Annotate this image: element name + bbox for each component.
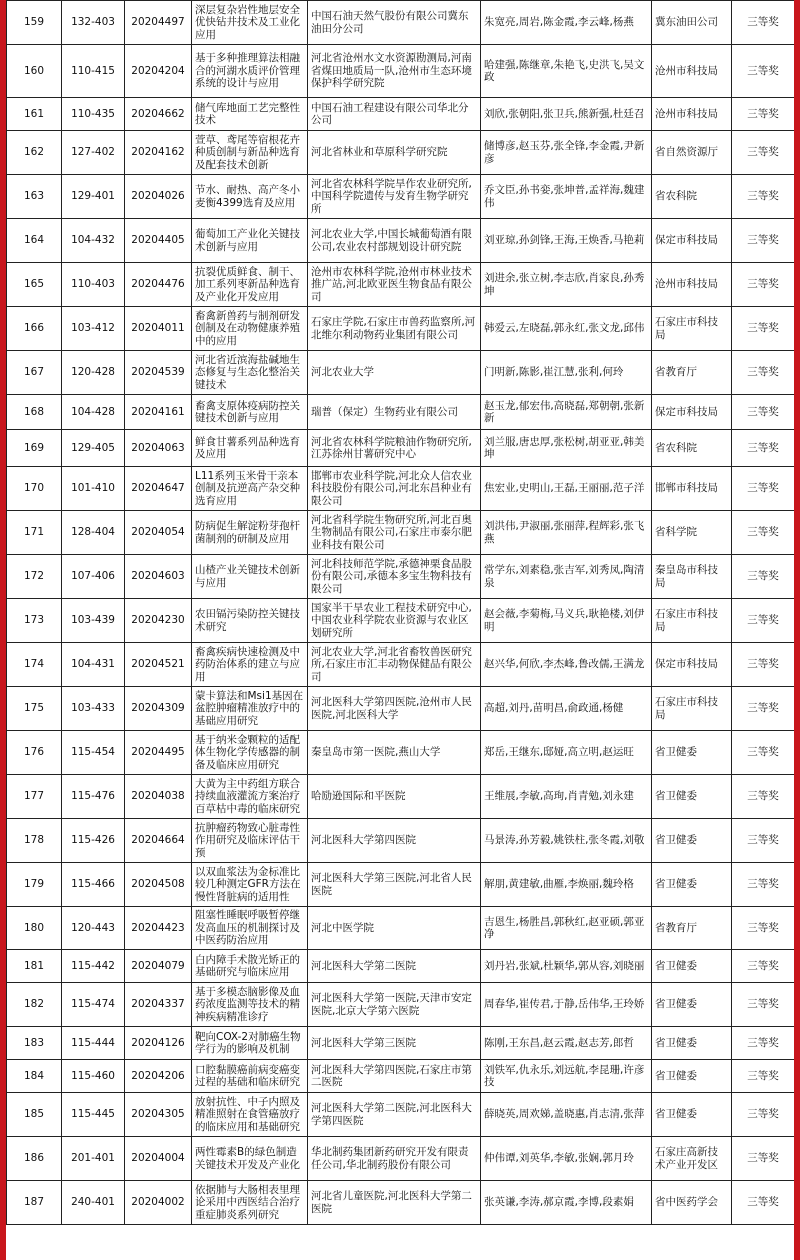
cell-group-code: 115-444 — [62, 1027, 125, 1060]
cell-row-number: 182 — [7, 983, 62, 1027]
cell-project-name: 白内障手术散光矫正的基础研究与临床应用 — [192, 950, 308, 983]
cell-project-name: 抗裂优质鲜食、制干、加工系列枣新品种选育及产业化开发应用 — [192, 263, 308, 307]
cell-project-name: 储气库地面工艺完整性技术 — [192, 98, 308, 131]
cell-row-number: 167 — [7, 351, 62, 395]
table-row — [7, 599, 795, 643]
cell-completing-unit: 河北医科大学第四医院 — [308, 819, 481, 863]
cell-project-name: 畜禽新兽药与制剂研发创制及在动物健康养殖中的应用 — [192, 307, 308, 351]
cell-project-id: 20204521 — [125, 643, 192, 687]
cell-group-code: 115-474 — [62, 983, 125, 1027]
cell-completing-unit: 河北医科大学第四医院,石家庄市第二医院 — [308, 1060, 481, 1093]
cell-group-code: 110-403 — [62, 263, 125, 307]
cell-completing-unit: 河北农业大学 — [308, 351, 481, 395]
cell-row-number: 169 — [7, 430, 62, 467]
cell-completing-people: 储博彦,赵玉芬,张全锋,李金霞,尹新彦 — [481, 131, 652, 175]
cell-group-code: 120-428 — [62, 351, 125, 395]
cell-nominating-unit: 冀东油田公司 — [652, 1, 732, 45]
cell-nominating-unit: 省教育厅 — [652, 907, 732, 950]
cell-row-number: 170 — [7, 467, 62, 511]
cell-completing-people: 刘铁军,仇永乐,刘远航,李昆珊,许彦技 — [481, 1060, 652, 1093]
cell-project-id: 20204011 — [125, 307, 192, 351]
cell-nominating-unit: 省自然资源厅 — [652, 131, 732, 175]
cell-row-number: 181 — [7, 950, 62, 983]
cell-award-level: 三等奖 — [732, 907, 795, 950]
table-row — [7, 98, 795, 131]
cell-nominating-unit: 保定市科技局 — [652, 395, 732, 430]
cell-completing-unit: 河北省科学院生物研究所,河北百奥生物制品有限公司,石家庄市泰尔肥业科技有限公司 — [308, 511, 481, 555]
cell-row-number: 166 — [7, 307, 62, 351]
cell-award-level: 三等奖 — [732, 263, 795, 307]
cell-completing-people: 王维展,李敏,高珣,肖青勉,刘永建 — [481, 775, 652, 819]
cell-group-code: 104-431 — [62, 643, 125, 687]
cell-row-number: 177 — [7, 775, 62, 819]
cell-completing-unit: 河北农业大学,中国长城葡萄酒有限公司,农业农村部规划设计研究院 — [308, 219, 481, 263]
cell-row-number: 160 — [7, 45, 62, 98]
cell-group-code: 115-454 — [62, 731, 125, 775]
cell-completing-people: 郑岳,王继东,邸娅,高立明,赵运旺 — [481, 731, 652, 775]
cell-award-level: 三等奖 — [732, 1060, 795, 1093]
cell-award-level: 三等奖 — [732, 131, 795, 175]
cell-row-number: 184 — [7, 1060, 62, 1093]
table-row — [7, 131, 795, 175]
cell-completing-people: 刘丹岩,张斌,杜颖华,郭从容,刘晓丽 — [481, 950, 652, 983]
table-row — [7, 307, 795, 351]
cell-completing-unit: 河北医科大学第一医院,天津市安定医院,北京大学第六医院 — [308, 983, 481, 1027]
cell-row-number: 183 — [7, 1027, 62, 1060]
cell-row-number: 171 — [7, 511, 62, 555]
cell-project-name: 葡萄加工产业化关键技术创新与应用 — [192, 219, 308, 263]
cell-completing-people: 刘兰服,唐忠厚,张松树,胡亚亚,韩美坤 — [481, 430, 652, 467]
cell-group-code: 115-466 — [62, 863, 125, 907]
cell-completing-people: 朱宽亮,周岩,陈金霞,李云峰,杨燕 — [481, 1, 652, 45]
cell-award-level: 三等奖 — [732, 307, 795, 351]
cell-project-id: 20204054 — [125, 511, 192, 555]
cell-group-code: 115-426 — [62, 819, 125, 863]
cell-row-number: 180 — [7, 907, 62, 950]
cell-completing-people: 解朋,黄建敏,曲雁,李焕丽,魏玲格 — [481, 863, 652, 907]
cell-completing-unit: 河北省儿童医院,河北医科大学第二医院 — [308, 1181, 481, 1225]
cell-project-name: 萱草、鸢尾等宿根花卉种质创制与新品种选育及配套技术创新 — [192, 131, 308, 175]
cell-completing-people: 哈建强,陈继章,朱艳飞,史洪飞,吴文政 — [481, 45, 652, 98]
cell-completing-people: 薛晓英,周欢娣,盖晓惠,肖志清,张萍 — [481, 1093, 652, 1137]
cell-award-level: 三等奖 — [732, 950, 795, 983]
cell-completing-unit: 河北医科大学第二医院,河北医科大学第四医院 — [308, 1093, 481, 1137]
cell-project-id: 20204004 — [125, 1137, 192, 1181]
cell-project-id: 20204337 — [125, 983, 192, 1027]
cell-group-code: 101-410 — [62, 467, 125, 511]
cell-project-id: 20204079 — [125, 950, 192, 983]
cell-project-name: 深层复杂岩性地层安全优快钻井技术及工业化应用 — [192, 1, 308, 45]
cell-nominating-unit: 省卫健委 — [652, 863, 732, 907]
cell-completing-unit: 华北制药集团新药研究开发有限责任公司,华北制药股份有限公司 — [308, 1137, 481, 1181]
cell-completing-people: 刘进余,张立树,李志欣,肖家良,孙秀坤 — [481, 263, 652, 307]
cell-award-level: 三等奖 — [732, 511, 795, 555]
cell-group-code: 107-406 — [62, 555, 125, 599]
cell-project-id: 20204038 — [125, 775, 192, 819]
cell-row-number: 187 — [7, 1181, 62, 1225]
cell-completing-people: 赵玉龙,郁宏伟,高晓磊,郑朝朝,张新新 — [481, 395, 652, 430]
cell-nominating-unit: 保定市科技局 — [652, 219, 732, 263]
cell-project-name: 畜禽疾病快速检测及中药防治体系的建立与应用 — [192, 643, 308, 687]
cell-group-code: 110-435 — [62, 98, 125, 131]
table-row — [7, 643, 795, 687]
cell-award-level: 三等奖 — [732, 775, 795, 819]
cell-completing-unit: 秦皇岛市第一医院,燕山大学 — [308, 731, 481, 775]
cell-row-number: 164 — [7, 219, 62, 263]
cell-project-id: 20204026 — [125, 175, 192, 219]
table-row — [7, 775, 795, 819]
cell-nominating-unit: 省卫健委 — [652, 1060, 732, 1093]
cell-award-level: 三等奖 — [732, 1, 795, 45]
cell-completing-unit: 河北科技师范学院,承德神栗食品股份有限公司,承德本多宝生物科技有限公司 — [308, 555, 481, 599]
cell-group-code: 103-439 — [62, 599, 125, 643]
cell-nominating-unit: 省卫健委 — [652, 950, 732, 983]
cell-project-name: 阻塞性睡眠呼吸暂停继发高血压的机制探讨及中医药防治应用 — [192, 907, 308, 950]
table-row — [7, 1093, 795, 1137]
cell-nominating-unit: 沧州市科技局 — [652, 98, 732, 131]
cell-project-id: 20204476 — [125, 263, 192, 307]
cell-project-name: 以双血浆法为金标准比较几种测定GFR方法在慢性肾脏病的适用性 — [192, 863, 308, 907]
cell-project-id: 20204603 — [125, 555, 192, 599]
table-row — [7, 219, 795, 263]
cell-completing-unit: 河北农业大学,河北省畜牧兽医研究所,石家庄市汇丰动物保健品有限公司 — [308, 643, 481, 687]
cell-project-id: 20204161 — [125, 395, 192, 430]
cell-completing-unit: 国家半干旱农业工程技术研究中心,中国农业科学院农业资源与农业区划研究所 — [308, 599, 481, 643]
cell-completing-people: 赵兴华,何欣,李杰峰,鲁改儒,王满龙 — [481, 643, 652, 687]
cell-completing-unit: 哈励逊国际和平医院 — [308, 775, 481, 819]
cell-project-id: 20204423 — [125, 907, 192, 950]
cell-project-id: 20204405 — [125, 219, 192, 263]
cell-project-name: 靶向COX-2对肺癌生物学行为的影响及机制 — [192, 1027, 308, 1060]
cell-row-number: 174 — [7, 643, 62, 687]
cell-group-code: 129-405 — [62, 430, 125, 467]
cell-award-level: 三等奖 — [732, 643, 795, 687]
cell-completing-unit: 河北医科大学第三医院,河北省人民医院 — [308, 863, 481, 907]
cell-completing-unit: 河北省农林科学院粮油作物研究所,江苏徐州甘薯研究中心 — [308, 430, 481, 467]
cell-award-level: 三等奖 — [732, 731, 795, 775]
cell-completing-unit: 瑞普（保定）生物药业有限公司 — [308, 395, 481, 430]
cell-award-level: 三等奖 — [732, 395, 795, 430]
cell-project-id: 20204664 — [125, 819, 192, 863]
cell-project-id: 20204647 — [125, 467, 192, 511]
cell-completing-unit: 邯郸市农业科学院,河北众人信农业科技股份有限公司,河北东昌种业有限公司 — [308, 467, 481, 511]
cell-award-level: 三等奖 — [732, 351, 795, 395]
cell-completing-people: 赵会薇,李菊梅,马义兵,耿艳楼,刘伊明 — [481, 599, 652, 643]
cell-award-level: 三等奖 — [732, 98, 795, 131]
cell-project-id: 20204305 — [125, 1093, 192, 1137]
cell-project-id: 20204126 — [125, 1027, 192, 1060]
cell-award-level: 三等奖 — [732, 1181, 795, 1225]
cell-completing-people: 乔文臣,孙书娈,张坤普,孟祥海,魏建伟 — [481, 175, 652, 219]
cell-nominating-unit: 沧州市科技局 — [652, 45, 732, 98]
cell-completing-people: 刘亚琼,孙剑锋,王海,王焕香,马艳莉 — [481, 219, 652, 263]
cell-project-id: 20204662 — [125, 98, 192, 131]
table-row — [7, 511, 795, 555]
cell-nominating-unit: 秦皇岛市科技局 — [652, 555, 732, 599]
cell-project-name: 放射抗性、中子内照及精准照射在食管癌放疗的临床应用和基础研究 — [192, 1093, 308, 1137]
cell-nominating-unit: 省卫健委 — [652, 983, 732, 1027]
cell-project-name: 基于多种推理算法相融合的河湖水质评价管理系统的设计与应用 — [192, 45, 308, 98]
cell-project-name: 畜禽支原体疫病防控关键技术创新与应用 — [192, 395, 308, 430]
table-row — [7, 263, 795, 307]
cell-row-number: 178 — [7, 819, 62, 863]
cell-row-number: 168 — [7, 395, 62, 430]
cell-group-code: 104-432 — [62, 219, 125, 263]
cell-group-code: 129-401 — [62, 175, 125, 219]
cell-award-level: 三等奖 — [732, 687, 795, 731]
cell-award-level: 三等奖 — [732, 1093, 795, 1137]
cell-project-id: 20204162 — [125, 131, 192, 175]
cell-completing-people: 刘洪伟,尹淑丽,张丽萍,程辉彩,张飞燕 — [481, 511, 652, 555]
cell-row-number: 185 — [7, 1093, 62, 1137]
cell-project-name: 基于纳米金颗粒的适配体生物化学传感器的制备及临床应用研究 — [192, 731, 308, 775]
cell-nominating-unit: 省农科院 — [652, 175, 732, 219]
cell-project-id: 20204230 — [125, 599, 192, 643]
cell-project-name: 节水、耐热、高产冬小麦衡4399选育及应用 — [192, 175, 308, 219]
cell-row-number: 176 — [7, 731, 62, 775]
cell-completing-unit: 河北医科大学第四医院,沧州市人民医院,河北医科大学 — [308, 687, 481, 731]
cell-group-code: 240-401 — [62, 1181, 125, 1225]
cell-row-number: 179 — [7, 863, 62, 907]
cell-project-name: 两性霉素B的绿色制造关键技术开发及产业化 — [192, 1137, 308, 1181]
cell-row-number: 186 — [7, 1137, 62, 1181]
table-row — [7, 819, 795, 863]
cell-project-name: 大黄为主中药组方联合持续血液灌流方案治疗百草枯中毒的临床研究 — [192, 775, 308, 819]
table-row — [7, 731, 795, 775]
cell-row-number: 165 — [7, 263, 62, 307]
cell-completing-people: 马景涛,孙芳毅,姚铁柱,张冬霞,刘敬 — [481, 819, 652, 863]
cell-nominating-unit: 石家庄市科技局 — [652, 687, 732, 731]
cell-group-code: 110-415 — [62, 45, 125, 98]
cell-completing-unit: 河北省林业和草原科学研究院 — [308, 131, 481, 175]
table-row — [7, 950, 795, 983]
cell-group-code: 132-403 — [62, 1, 125, 45]
cell-project-id: 20204495 — [125, 731, 192, 775]
cell-completing-people: 焦宏业,史明山,王磊,王丽丽,范子洋 — [481, 467, 652, 511]
table-row — [7, 175, 795, 219]
cell-project-id: 20204508 — [125, 863, 192, 907]
cell-project-name: L11系列玉米骨干亲本创制及抗逆高产杂交种选育应用 — [192, 467, 308, 511]
cell-project-id: 20204204 — [125, 45, 192, 98]
cell-row-number: 173 — [7, 599, 62, 643]
cell-row-number: 163 — [7, 175, 62, 219]
cell-completing-people: 陈刚,王东昌,赵云霞,赵志芳,郎哲 — [481, 1027, 652, 1060]
cell-completing-people: 门明新,陈影,崔江慧,张利,何玲 — [481, 351, 652, 395]
cell-award-level: 三等奖 — [732, 1137, 795, 1181]
cell-award-level: 三等奖 — [732, 430, 795, 467]
cell-nominating-unit: 省卫健委 — [652, 1093, 732, 1137]
table-row — [7, 1027, 795, 1060]
cell-group-code: 103-433 — [62, 687, 125, 731]
cell-award-level: 三等奖 — [732, 219, 795, 263]
cell-group-code: 120-443 — [62, 907, 125, 950]
cell-project-name: 基于多模态脑影像及血药浓度监测等技术的精神疾病精准诊疗 — [192, 983, 308, 1027]
cell-award-level: 三等奖 — [732, 983, 795, 1027]
table-row — [7, 555, 795, 599]
cell-completing-people: 仲伟谭,刘英华,李敏,张娴,郭月玲 — [481, 1137, 652, 1181]
cell-group-code: 115-442 — [62, 950, 125, 983]
table-row — [7, 983, 795, 1027]
cell-award-level: 三等奖 — [732, 555, 795, 599]
cell-completing-unit: 石家庄学院,石家庄市兽药监察所,河北维尔利动物药业集团有限公司 — [308, 307, 481, 351]
cell-completing-people: 韩爱云,左晓磊,郭永红,张文龙,邱伟 — [481, 307, 652, 351]
table-row — [7, 395, 795, 430]
cell-nominating-unit: 省中医药学会 — [652, 1181, 732, 1225]
cell-nominating-unit: 省科学院 — [652, 511, 732, 555]
cell-project-id: 20204539 — [125, 351, 192, 395]
cell-completing-unit: 河北医科大学第三医院 — [308, 1027, 481, 1060]
cell-completing-unit: 中国石油工程建设有限公司华北分公司 — [308, 98, 481, 131]
cell-nominating-unit: 沧州市科技局 — [652, 263, 732, 307]
cell-group-code: 115-460 — [62, 1060, 125, 1093]
cell-completing-people: 常学东,刘素稳,张吉军,刘秀凤,陶清泉 — [481, 555, 652, 599]
award-table — [6, 0, 794, 1225]
cell-completing-people: 高超,刘丹,苗明昌,俞政通,杨健 — [481, 687, 652, 731]
cell-project-id: 20204497 — [125, 1, 192, 45]
cell-nominating-unit: 省卫健委 — [652, 775, 732, 819]
cell-project-name: 抗肿瘤药物致心脏毒性作用研究及临床评估干预 — [192, 819, 308, 863]
table-body — [7, 1, 795, 1225]
cell-completing-unit: 中国石油天然气股份有限公司冀东油田分公司 — [308, 1, 481, 45]
cell-project-name: 河北省近滨海盐碱地生态修复与生态化整治关键技术 — [192, 351, 308, 395]
cell-group-code: 104-428 — [62, 395, 125, 430]
award-table-sheet — [6, 0, 794, 1260]
cell-nominating-unit: 石家庄市科技局 — [652, 599, 732, 643]
cell-nominating-unit: 省卫健委 — [652, 731, 732, 775]
cell-completing-people: 刘欣,张朝阳,张卫兵,熊新强,杜廷召 — [481, 98, 652, 131]
table-row — [7, 45, 795, 98]
cell-completing-unit: 沧州市农林科学院,沧州市林业技术推广站,河北欧亚医生物食品有限公司 — [308, 263, 481, 307]
cell-nominating-unit: 省教育厅 — [652, 351, 732, 395]
table-row — [7, 863, 795, 907]
cell-group-code: 128-404 — [62, 511, 125, 555]
cell-completing-unit: 河北中医学院 — [308, 907, 481, 950]
cell-row-number: 172 — [7, 555, 62, 599]
cell-award-level: 三等奖 — [732, 45, 795, 98]
cell-award-level: 三等奖 — [732, 175, 795, 219]
table-row — [7, 1137, 795, 1181]
table-row — [7, 467, 795, 511]
cell-project-name: 依据肺与大肠相表里理论采用中西医结合治疗重症肺炎系列研究 — [192, 1181, 308, 1225]
cell-completing-people: 吉恩生,杨胜昌,郭秋红,赵亚硕,郭亚净 — [481, 907, 652, 950]
cell-award-level: 三等奖 — [732, 467, 795, 511]
cell-row-number: 162 — [7, 131, 62, 175]
cell-award-level: 三等奖 — [732, 599, 795, 643]
cell-project-name: 蒙卡算法和Msi1基因在盆腔肿瘤精准放疗中的基础应用研究 — [192, 687, 308, 731]
cell-project-name: 防病促生解淀粉芽孢杆菌制剂的研制及应用 — [192, 511, 308, 555]
cell-nominating-unit: 石家庄高新技术产业开发区 — [652, 1137, 732, 1181]
cell-completing-people: 张英谦,李涛,郝京霞,李博,段素娟 — [481, 1181, 652, 1225]
cell-group-code: 103-412 — [62, 307, 125, 351]
cell-project-id: 20204063 — [125, 430, 192, 467]
cell-row-number: 159 — [7, 1, 62, 45]
table-row — [7, 687, 795, 731]
cell-completing-people: 周春华,崔传君,于静,岳伟华,王玲娇 — [481, 983, 652, 1027]
cell-project-id: 20204309 — [125, 687, 192, 731]
cell-nominating-unit: 省卫健委 — [652, 819, 732, 863]
table-row — [7, 430, 795, 467]
cell-project-name: 口腔黏膜癌前病变癌变过程的基础和临床研究 — [192, 1060, 308, 1093]
cell-row-number: 161 — [7, 98, 62, 131]
cell-group-code: 115-445 — [62, 1093, 125, 1137]
cell-project-id: 20204206 — [125, 1060, 192, 1093]
cell-project-name: 山楂产业关键技术创新与应用 — [192, 555, 308, 599]
cell-award-level: 三等奖 — [732, 819, 795, 863]
cell-nominating-unit: 省卫健委 — [652, 1027, 732, 1060]
cell-row-number: 175 — [7, 687, 62, 731]
cell-group-code: 127-402 — [62, 131, 125, 175]
cell-completing-unit: 河北省沧州水文水资源勘测局,河南省煤田地质局一队,沧州市生态环境保护科学研究院 — [308, 45, 481, 98]
cell-project-name: 农田镉污染防控关键技术研究 — [192, 599, 308, 643]
table-row — [7, 1, 795, 45]
cell-group-code: 201-401 — [62, 1137, 125, 1181]
cell-project-name: 鲜食甘薯系列品种选育及应用 — [192, 430, 308, 467]
cell-nominating-unit: 保定市科技局 — [652, 643, 732, 687]
cell-nominating-unit: 省农科院 — [652, 430, 732, 467]
table-row — [7, 351, 795, 395]
cell-award-level: 三等奖 — [732, 1027, 795, 1060]
cell-completing-unit: 河北医科大学第二医院 — [308, 950, 481, 983]
table-row — [7, 1060, 795, 1093]
cell-project-id: 20204002 — [125, 1181, 192, 1225]
cell-award-level: 三等奖 — [732, 863, 795, 907]
cell-group-code: 115-476 — [62, 775, 125, 819]
table-row — [7, 1181, 795, 1225]
cell-nominating-unit: 邯郸市科技局 — [652, 467, 732, 511]
cell-completing-unit: 河北省农林科学院旱作农业研究所,中国科学院遗传与发育生物学研究所 — [308, 175, 481, 219]
cell-nominating-unit: 石家庄市科技局 — [652, 307, 732, 351]
table-row — [7, 907, 795, 950]
